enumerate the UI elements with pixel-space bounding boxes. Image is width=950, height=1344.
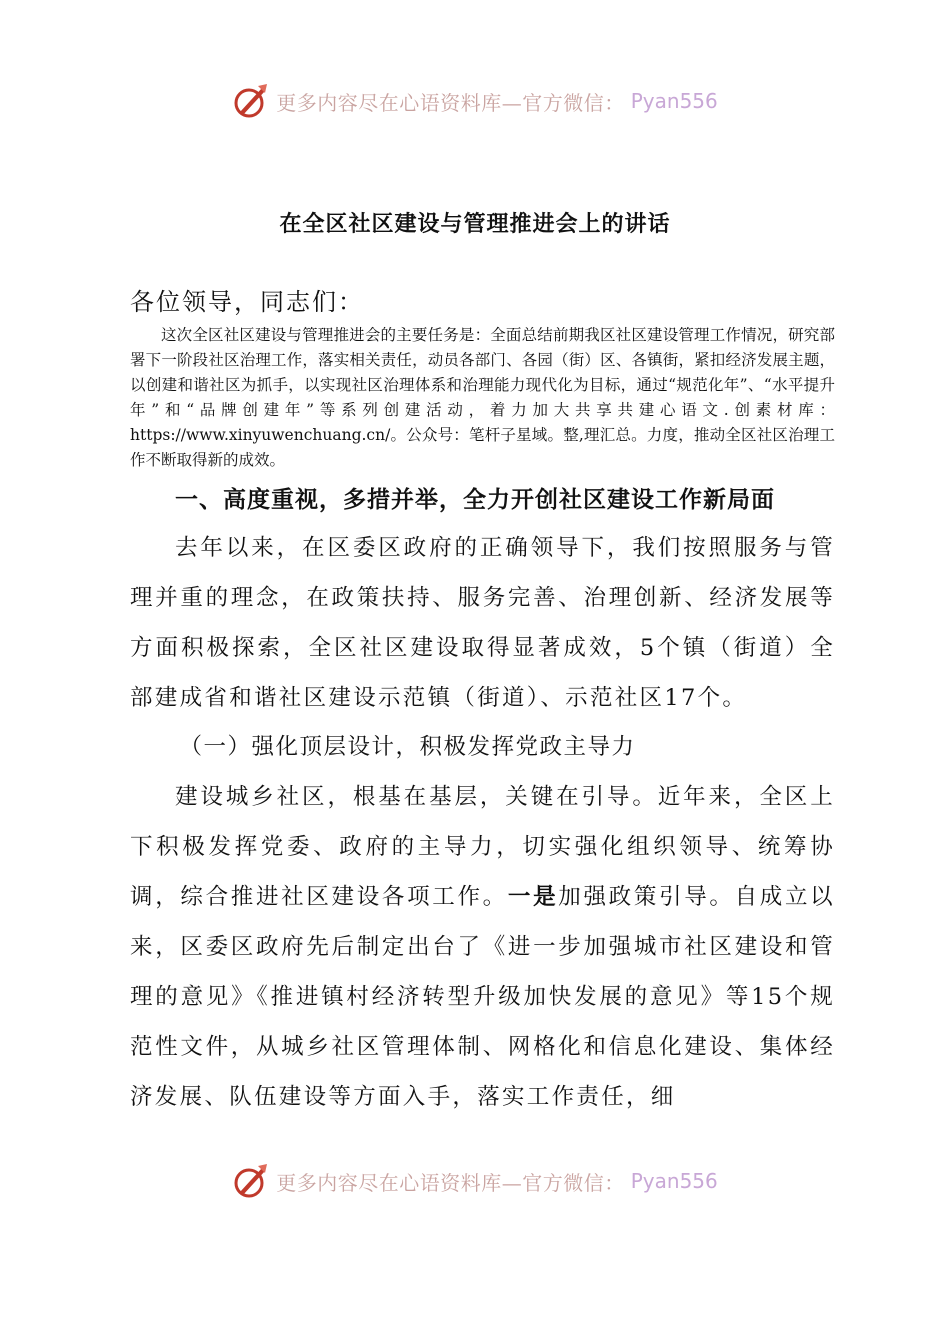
banner-text: 更多内容尽在心语资料库—官方微信： bbox=[276, 90, 625, 115]
paragraph-2-part-a: 建设城乡社区，根基在基层，关键在引导。近年来，全区上下积极发挥党委、政府的主导力，切实强化组织领导、统筹协调，综合推进社区建设各项工作。 bbox=[130, 784, 835, 910]
pen-logo-icon bbox=[232, 82, 270, 120]
salutation: 各位领导，同志们： bbox=[130, 288, 364, 316]
pen-logo-icon bbox=[232, 1162, 270, 1200]
subheading-1: （一）强化顶层设计，积极发挥党政主导力 bbox=[179, 734, 636, 760]
footer-banner-wechat-id: Pyan556 bbox=[630, 1169, 718, 1193]
paragraph-2-part-b: 加强政策引导。自成立以来，区委区政府先后制定出台了《进一步加强城市社区建设和管理的意见》《推进镇村经济转型升级加快发展的意见》等15个规范性文件，从城乡社区管理体制、网格化和信息化建设、集体经济发展、队伍建设等方面入手，落实工作责任，细 bbox=[130, 884, 835, 1110]
paragraph-2 bbox=[130, 772, 835, 1122]
banner-wechat-id: Pyan556 bbox=[630, 89, 718, 113]
section-heading-1: 一、高度重视，多措并举，全力开创社区建设工作新局面 bbox=[175, 487, 775, 513]
document-title: 在全区社区建设与管理推进会上的讲话 bbox=[279, 212, 671, 237]
header-banner bbox=[0, 82, 950, 120]
intro-paragraph: 这次全区社区建设与管理推进会的主要任务是：全面总结前期我区社区建设管理工作情况，研究部署下一阶段社区治理工作，落实相关责任，动员各部门、各园（街）区、各镇街，紧扣经济发展主题，以创建和谐社区为抓手，以实现社区治理体系和治理能力现代化为目标，通过“规范化年”、“水平提升年”和“品牌创建年”等系列创建活动，着力加大共享共建心语文.创素材库：https://www.xinyuwenchuang.cn/。公众号：笔杆子星域。整,理汇总。力度，推动全区社区治理工作不断取得新的成效。 bbox=[130, 326, 835, 469]
footer-banner bbox=[0, 1162, 950, 1200]
footer-banner-text: 更多内容尽在心语资料库—官方微信： bbox=[276, 1170, 625, 1195]
paragraph-1: 去年以来，在区委区政府的正确领导下，我们按照服务与管理并重的理念，在政策扶持、服务完善、治理创新、经济发展等方面积极探索，全区社区建设取得显著成效，5个镇（街道）全部建成省和谐社区建设示范镇（街道）、示范社区17个。 bbox=[130, 535, 835, 711]
paragraph-2-bold: 一是 bbox=[507, 884, 559, 910]
